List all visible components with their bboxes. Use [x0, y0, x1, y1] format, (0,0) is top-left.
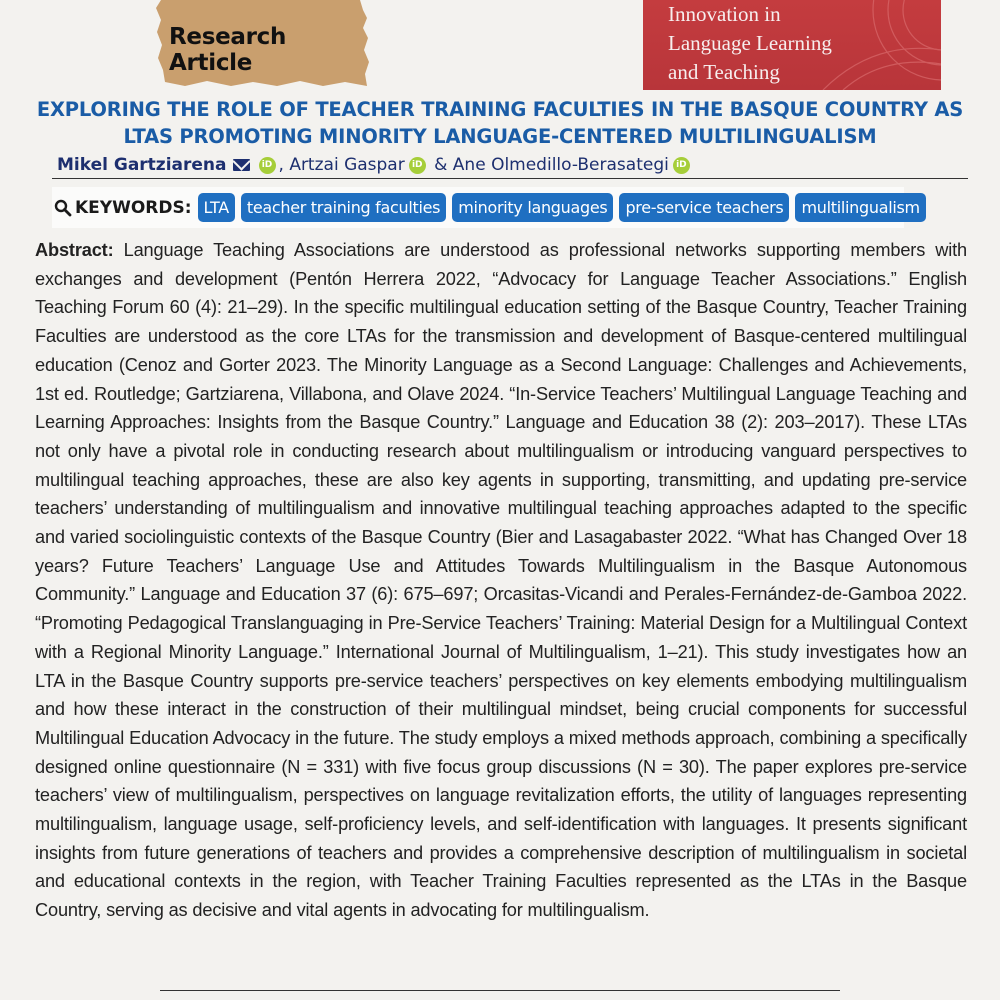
journal-title-line1: Innovation in: [668, 2, 781, 26]
article-title-line2: LTAS PROMOTING MINORITY LANGUAGE-CENTERED MULTILINGUALISM: [123, 125, 877, 148]
keyword-chip[interactable]: teacher training faculties: [241, 193, 446, 222]
author-list: [57, 155, 693, 175]
article-title-line1: EXPLORING THE ROLE OF TEACHER TRAINING FACULTIES IN THE BASQUE COUNTRY AS: [36, 98, 964, 121]
divider: [52, 178, 968, 179]
abstract-label: Abstract:: [35, 240, 114, 260]
article-title: [30, 96, 970, 150]
article-type-banner: [155, 0, 370, 86]
keyword-chip[interactable]: multilingualism: [795, 193, 925, 222]
abstract: [35, 236, 967, 925]
search-icon: [54, 199, 72, 217]
keyword-chip[interactable]: pre-service teachers: [619, 193, 789, 222]
journal-masthead: [643, 0, 941, 90]
keyword-chip[interactable]: LTA: [198, 193, 235, 222]
article-type-label: Research Article: [169, 24, 287, 76]
author-first[interactable]: Mikel Gartziarena: [57, 155, 227, 175]
envelope-icon[interactable]: [233, 159, 250, 171]
author-separator: &: [428, 155, 453, 175]
orcid-icon[interactable]: iD: [259, 157, 276, 174]
bottom-divider: [160, 990, 840, 991]
orcid-icon[interactable]: iD: [409, 157, 426, 174]
author-separator: ,: [278, 155, 290, 175]
abstract-text: Language Teaching Associations are understood as professional networks supporting members with exchanges and development (Pentón Herrera 2022, “Advocacy for Language Teacher Associations.” English Teaching Forum 60 (4): 21–29). In the specific multilingual education setting of the Basque Country, Teacher Training Faculties are understood as the core LTAs for the transmission and development of Basque-centered multilingual education (Cenoz and Gorter 2023. The Minority Language as a Second Language: Challenges and Achievements, 1st ed. Routledge; Gartziarena, Villabona, and Olave 2024. “In-Service Teachers’ Multilingual Language Teaching and Learning Approaches: Insights from the Basque Country.” Language and Education 38 (2): 203–2017). These LTAs not only have a pivotal role in conducting research about multilingualism or introducing vanguard perspectives to multilingual teaching approaches, these are also key agents in supporting, transmitting, and updating pre-service teachers’ understanding of multilingualism and innovative multilingual teaching approaches adapted to the specific and varied sociolinguistic contexts of the Basque Country (Bier and Lasagabaster 2022. “What has Changed Over 18 years? Future Teachers’ Language Use and Attitudes Towards Multilingualism in the Basque Autonomous Community.” Language and Education 37 (6): 675–697; Orcasitas-Vicandi and Perales-Fernández-de-Gamboa 2022. “Promoting Pedagogical Translanguaging in Pre-Service Teachers’ Training: Material Design for a Multilingual Context with a Regional Minority Language.” International Journal of Multilingualism, 1–21). This study investigates how an LTA in the Basque Country supports pre-service teachers’ perspectives on key elements embodying multilingualism and how these interact in the construction of their multilingual mindset, being crucial components for successful Multilingual Education Advocacy in the future. The study employs a mixed methods approach, combining a specifically designed online questionnaire (N = 331) with five focus group discussions (N = 30). The paper explores pre-service teachers’ view of multilingualism, perspectives on language revitalization efforts, the utility of languages representing multilingualism, language usage, self-proficiency levels, and self-identification with languages. It presents significant insights from future generations of teachers and provides a comprehensive description of multilingualism in societal and educational contexts in the region, with Teacher Training Faculties represented as the LTAs in the Basque Country, serving as decisive and vital agents in advocating for multilingualism.: [35, 240, 967, 921]
author-third[interactable]: Ane Olmedillo-Berasategi: [452, 155, 669, 175]
keywords-heading: [52, 198, 192, 218]
journal-title-line2: Language Learning: [668, 31, 832, 55]
orcid-icon[interactable]: iD: [673, 157, 690, 174]
author-second[interactable]: Artzai Gaspar: [289, 155, 405, 175]
journal-title-line3: and Teaching: [668, 60, 780, 84]
keywords-bar: [52, 187, 920, 228]
keyword-chip[interactable]: minority languages: [452, 193, 613, 222]
keywords-label: KEYWORDS:: [75, 197, 192, 218]
